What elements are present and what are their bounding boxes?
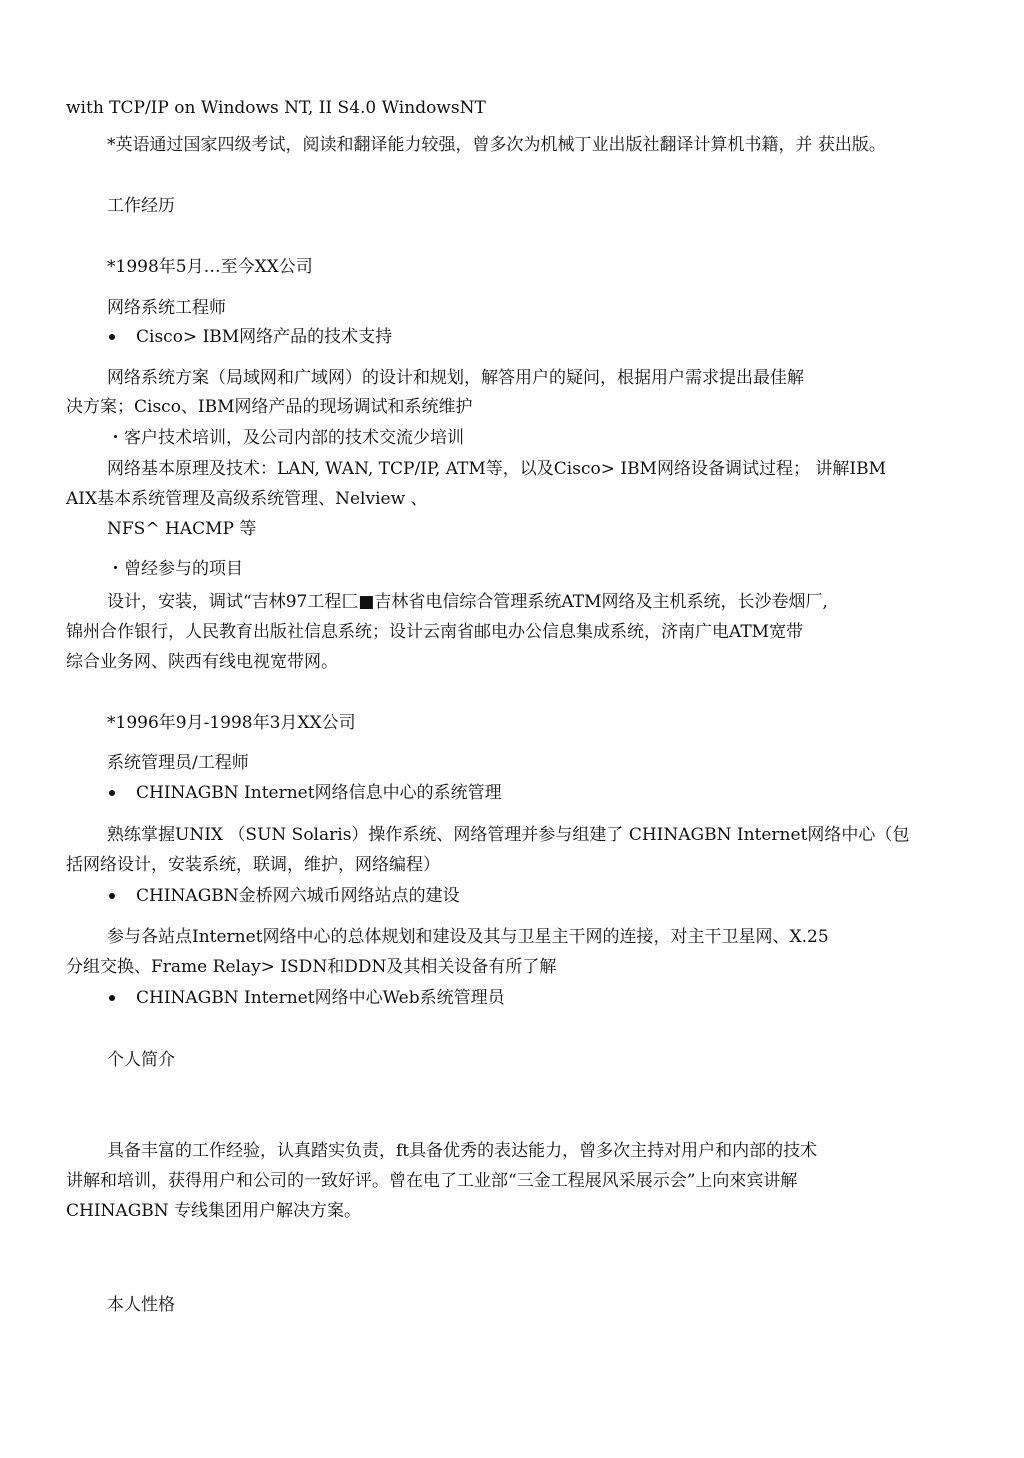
bullet-dot-icon [109, 790, 115, 796]
job2-paragraph-unix-cont: 括网络设计，安装系统，联调，维护，网络编程） [66, 855, 440, 875]
profile-paragraph: 具备丰富的工作经验，认真踏实负责，ft具备优秀的表达能力，曾多次主持对用户和内部的技术 [107, 1141, 818, 1161]
job1-bullet-support: Cisco> IBM网络产品的技术支持 [136, 327, 393, 347]
job1-title: 网络系统工程师 [107, 298, 226, 318]
job1-paragraph-tech: 网络基本原理及技术：LAN, WAN, TCP/IP, ATM等，以及Cisco> IBM网络设备调试过程； 讲解IBM [107, 459, 886, 479]
job1-paragraph-tech-cont2: NFS^ HACMP 等 [107, 519, 257, 539]
section-heading-profile: 个人简介 [107, 1050, 175, 1070]
job1-paragraph-design: 网络系统方案（局域网和广域网）的设计和规划，解答用户的疑问，根据用户需求提出最佳解 [107, 368, 804, 388]
bullet-dot-icon [109, 995, 115, 1001]
section-heading-work-experience: 工作经历 [107, 196, 175, 216]
skills-line-english: *英语通过国家四级考试，阅读和翻译能力较强，曾多次为机械丁业出版社翻译计算机书籍，并 获出版。 [107, 135, 886, 155]
job2-paragraph-sites-cont: 分组交换、Frame Relay> ISDN和DDN及其相关设备有所了解 [66, 957, 557, 977]
job1-paragraph-projects-cont: 锦州合作银行，人民教育出版社信息系统；设计云南省邮电办公信息集成系统，济南广电ATM宽带 [66, 622, 804, 642]
bullet-dot-icon [109, 334, 115, 340]
job2-period: *1996年9月-1998年3月XX公司 [107, 713, 356, 733]
skills-line-os: with TCP/IP on Windows NT, II S4.0 WindowsNT [66, 98, 486, 118]
profile-paragraph-cont2: CHINAGBN 专线集团用户解决方案。 [66, 1201, 362, 1221]
job1-bullet-training: ・客户技术培训，及公司内部的技术交流少培训 [107, 428, 464, 448]
job1-paragraph-projects: 设计，安装，调试“吉林97工程匚■吉林省电信综合管理系统ATM网络及主机系统，长沙卷烟厂, [107, 592, 828, 612]
job2-bullet-web: CHINAGBN Internet网络中心Web系统管理员 [136, 988, 505, 1008]
profile-paragraph-cont: 讲解和培训，获得用户和公司的一致好评。曾在电了工业部“三金工程展风采展示会”上向來宾讲解 [66, 1171, 798, 1191]
job2-bullet-sysadmin: CHINAGBN Internet网络信息中心的系统管理 [136, 783, 502, 803]
job2-bullet-sites: CHINAGBN金桥网六城币网络站点的建设 [136, 886, 460, 906]
job1-paragraph-tech-cont: AIX基本系统管理及高级系统管理、Nelview 、 [66, 489, 428, 509]
job2-title: 系统管理员/工程师 [107, 753, 249, 773]
job1-period: *1998年5月…至今XX公司 [107, 257, 313, 277]
bullet-dot-icon [109, 893, 115, 899]
job2-paragraph-sites: 参与各站点Internet网络中心的总体规划和建设及其与卫星主干网的连接，对主干卫星网、X.25 [107, 927, 829, 947]
job1-bullet-projects: ・曾经参与的项目 [107, 559, 243, 579]
section-heading-character: 本人性格 [107, 1295, 175, 1315]
job2-paragraph-unix: 熟练掌握UNIX （SUN Solaris）操作系统、网络管理并参与组建了 CHINAGBN Internet网络中心（包 [107, 825, 910, 845]
job1-paragraph-projects-cont2: 综合业务网、陕西有线电视宽带网。 [66, 652, 338, 672]
job1-paragraph-design-cont: 决方案；Cisco、IBM网络产品的现场调试和系统维护 [66, 397, 473, 417]
